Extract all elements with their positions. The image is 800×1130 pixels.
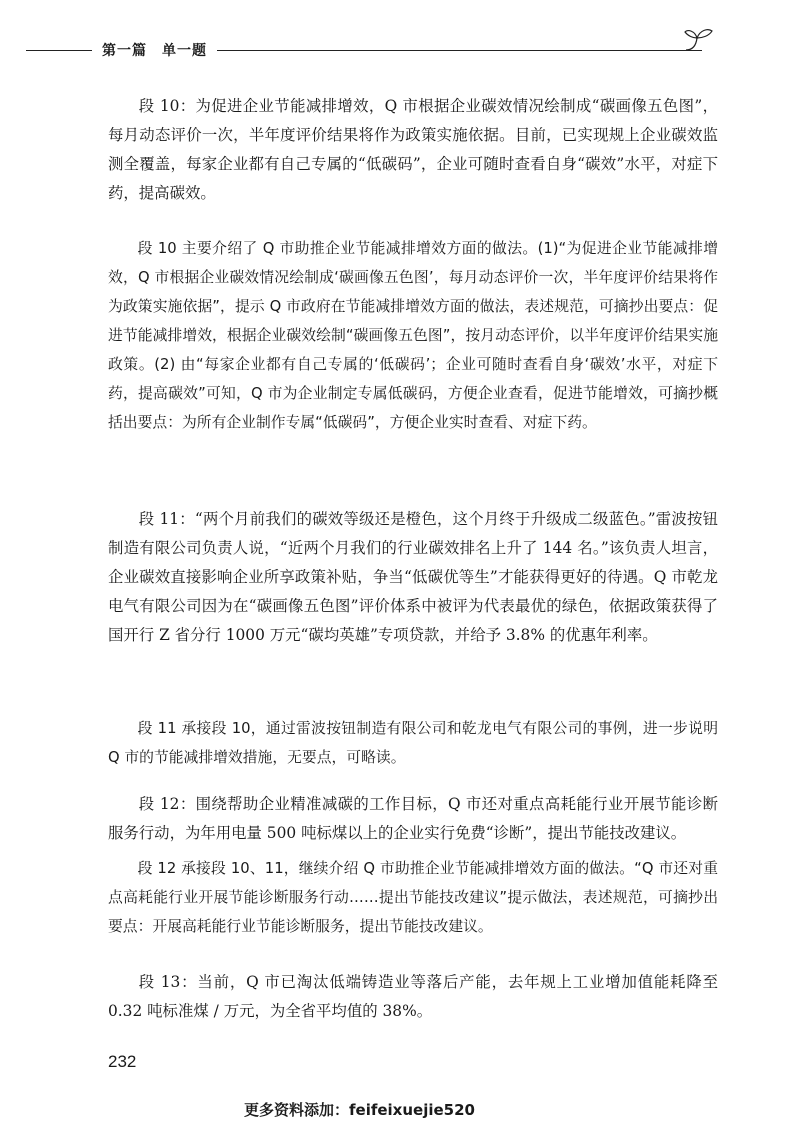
source-paragraph-13: 段 13：当前，Q 市已淘汰低端铸造业等落后产能，去年规上工业增加值能耗降至 0.32 吨标准煤 / 万元，为全省平均值的 38%。 xyxy=(108,973,718,1020)
section-title: 第一篇 单一题 xyxy=(92,40,217,60)
footer-note: 更多资料添加：feifeixuejie520 xyxy=(244,1101,475,1119)
source-paragraph-12: 段 12：围绕帮助企业精准减碳的工作目标，Q 市还对重点高耗能行业开展节能诊断服务行动，为年用电量 500 吨标煤以上的企业实行免费“诊断”，提出节能技改建议。 xyxy=(108,795,718,842)
source-paragraph-11: 段 11：“两个月前我们的碳效等级还是橙色，这个月终于升级成二级蓝色。”雷波按钮制造有限公司负责人说，“近两个月我们的行业碳效排名上升了 144 名。”该负责人坦言，企业碳效直接影响企业所享政策补贴，争当“低碳优等生”才能获得更好的待遇。Q 市乾龙电气有限公司因为在“碳画像五色图”评价体系中被评为代表最优的绿色，依据政策获得了国开行 Z 省分行 1000 万元“碳均英雄”专项贷款，并给予 3.8% 的优惠年利率。 xyxy=(108,510,718,644)
page-number: 232 xyxy=(108,1052,137,1071)
sprout-icon xyxy=(682,20,716,52)
analysis-paragraph-10: 段 10 主要介绍了 Q 市助推企业节能减排增效方面的做法。(1)“为促进企业节能减排增效，Q 市根据企业碳效情况绘制成‘碳画像五色图’，每月动态评价一次，半年度评价结果将作为政策实施依据”，提示 Q 市政府在节能减排增效方面的做法，表述规范，可摘抄出要点：促进节能减排增效，根据企业碳效绘制“碳画像五色图”，按月动态评价，以半年度评价结果实施政策。(2) 由“每家企业都有自己专属的‘低碳码’；企业可随时查看自身‘碳效’水平，对症下药，提高碳效”可知，Q 市为企业制定专属低碳码，方便企业查看，促进节能增效，可摘抄概括出要点：为所有企业制作专属“低碳码”，方便企业实时查看、对症下药。 xyxy=(108,240,718,431)
analysis-paragraph-11: 段 11 承接段 10，通过雷波按钮制造有限公司和乾龙电气有限公司的事例，进一步说明 Q 市的节能减排增效措施，无要点，可略读。 xyxy=(108,720,718,766)
source-paragraph-10: 段 10：为促进企业节能减排增效，Q 市根据企业碳效情况绘制成“碳画像五色图”，每月动态评价一次，半年度评价结果将作为政策实施依据。目前，已实现规上企业碳效监测全覆盖，每家企业都有自己专属的“低碳码”，企业可随时查看自身“碳效”水平，对症下药，提高碳效。 xyxy=(108,97,718,202)
analysis-paragraph-12: 段 12 承接段 10、11，继续介绍 Q 市助推企业节能减排增效方面的做法。“Q 市还对重点高耗能行业开展节能诊断服务行动……提出节能技改建议”提示做法，表述规范，可摘抄出要点：开展高耗能行业节能诊断服务，提出节能技改建议。 xyxy=(108,860,718,935)
